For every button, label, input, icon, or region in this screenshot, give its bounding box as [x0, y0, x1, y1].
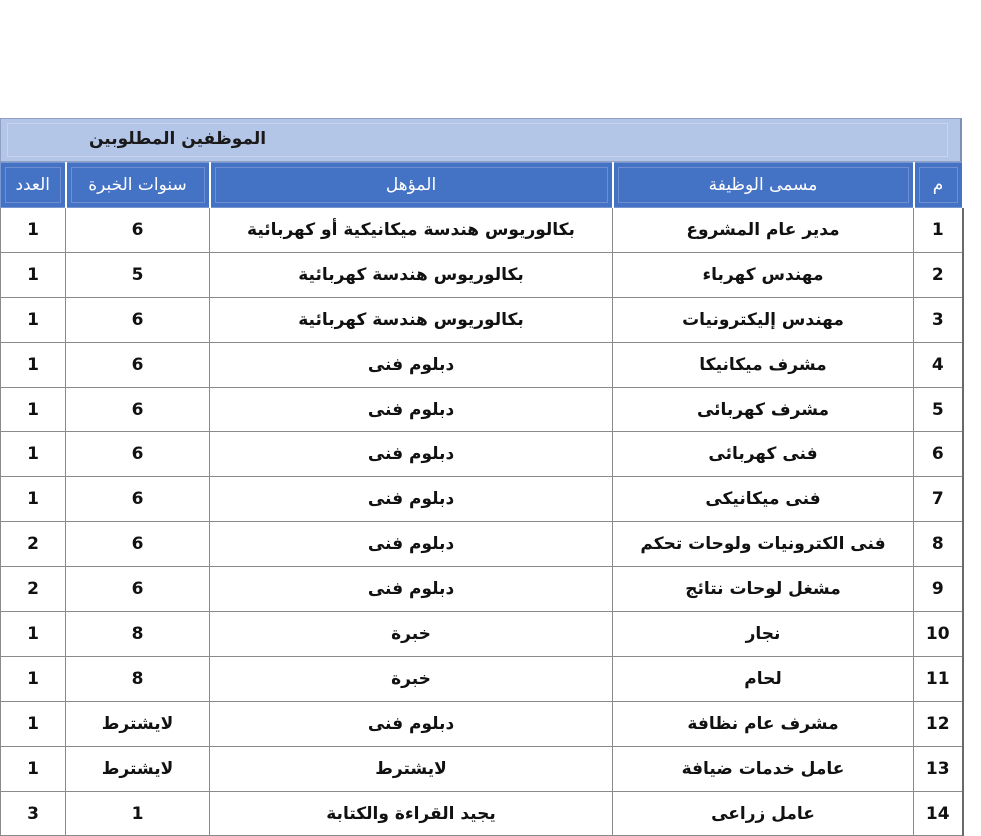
cell-number: 13 [914, 746, 963, 791]
cell-qualification: بكالوريوس هندسة كهربائية [210, 252, 613, 297]
employees-table [0, 162, 964, 836]
cell-job-title: مشرف كهربائى [613, 387, 914, 432]
cell-job-title: عامل زراعى [613, 791, 914, 836]
table-row [1, 791, 963, 836]
cell-count: 1 [1, 701, 66, 746]
cell-job-title: لحام [613, 656, 914, 701]
table-row [1, 656, 963, 701]
cell-qualification: بكالوريوس هندسة كهربائية [210, 297, 613, 342]
cell-count: 1 [1, 342, 66, 387]
table-row [1, 567, 963, 612]
cell-count: 1 [1, 208, 66, 253]
cell-qualification: دبلوم فنى [210, 701, 613, 746]
cell-job-title: مهندس إليكترونيات [613, 297, 914, 342]
table-row [1, 342, 963, 387]
table-title: الموظفين المطلوبين [89, 129, 267, 149]
cell-count: 1 [1, 656, 66, 701]
table-row [1, 746, 963, 791]
cell-years: 6 [66, 432, 210, 477]
cell-job-title: فنى ميكانيكى [613, 477, 914, 522]
cell-years: 6 [66, 297, 210, 342]
cell-qualification: بكالوريوس هندسة ميكانيكية أو كهربائية [210, 208, 613, 253]
cell-qualification: يجيد القراءة والكتابة [210, 791, 613, 836]
cell-qualification: دبلوم فنى [210, 387, 613, 432]
cell-job-title: نجار [613, 612, 914, 657]
cell-years: لايشترط [66, 746, 210, 791]
cell-years: 6 [66, 477, 210, 522]
table-row [1, 522, 963, 567]
cell-qualification: دبلوم فنى [210, 522, 613, 567]
cell-number: 2 [914, 252, 963, 297]
header-count: العدد [1, 163, 66, 208]
cell-count: 1 [1, 387, 66, 432]
cell-years: 5 [66, 252, 210, 297]
employees-sheet [0, 118, 962, 836]
header-years: سنوات الخبرة [66, 163, 210, 208]
cell-qualification: دبلوم فنى [210, 567, 613, 612]
table-title-bar [0, 118, 962, 162]
cell-years: لايشترط [66, 701, 210, 746]
cell-number: 1 [914, 208, 963, 253]
cell-number: 4 [914, 342, 963, 387]
cell-count: 2 [1, 522, 66, 567]
cell-number: 12 [914, 701, 963, 746]
cell-count: 1 [1, 746, 66, 791]
cell-number: 3 [914, 297, 963, 342]
cell-job-title: مشرف ميكانيكا [613, 342, 914, 387]
cell-years: 8 [66, 612, 210, 657]
cell-number: 11 [914, 656, 963, 701]
header-row [1, 163, 963, 208]
cell-job-title: مشرف عام نظافة [613, 701, 914, 746]
cell-count: 3 [1, 791, 66, 836]
header-qualification: المؤهل [210, 163, 613, 208]
cell-job-title: عامل خدمات ضيافة [613, 746, 914, 791]
cell-job-title: فنى كهربائى [613, 432, 914, 477]
cell-number: 7 [914, 477, 963, 522]
cell-years: 8 [66, 656, 210, 701]
table-row [1, 432, 963, 477]
cell-count: 2 [1, 567, 66, 612]
cell-years: 6 [66, 387, 210, 432]
cell-qualification: دبلوم فنى [210, 432, 613, 477]
cell-number: 10 [914, 612, 963, 657]
cell-number: 8 [914, 522, 963, 567]
table-row [1, 701, 963, 746]
cell-number: 5 [914, 387, 963, 432]
table-row [1, 208, 963, 253]
cell-number: 6 [914, 432, 963, 477]
cell-job-title: فنى الكترونيات ولوحات تحكم [613, 522, 914, 567]
cell-years: 6 [66, 567, 210, 612]
cell-years: 6 [66, 208, 210, 253]
cell-years: 1 [66, 791, 210, 836]
cell-qualification: خبرة [210, 656, 613, 701]
cell-qualification: دبلوم فنى [210, 477, 613, 522]
cell-job-title: مهندس كهرباء [613, 252, 914, 297]
cell-count: 1 [1, 297, 66, 342]
cell-qualification: خبرة [210, 612, 613, 657]
cell-count: 1 [1, 477, 66, 522]
cell-count: 1 [1, 612, 66, 657]
table-row [1, 387, 963, 432]
cell-job-title: مدير عام المشروع [613, 208, 914, 253]
cell-years: 6 [66, 342, 210, 387]
table-body [1, 208, 963, 836]
header-number: م [914, 163, 963, 208]
cell-count: 1 [1, 432, 66, 477]
cell-number: 14 [914, 791, 963, 836]
cell-years: 6 [66, 522, 210, 567]
cell-number: 9 [914, 567, 963, 612]
cell-job-title: مشغل لوحات نتائج [613, 567, 914, 612]
table-row [1, 612, 963, 657]
table-row [1, 252, 963, 297]
cell-count: 1 [1, 252, 66, 297]
table-row [1, 297, 963, 342]
cell-qualification: دبلوم فنى [210, 342, 613, 387]
table-row [1, 477, 963, 522]
cell-qualification: لايشترط [210, 746, 613, 791]
header-job-title: مسمى الوظيفة [613, 163, 914, 208]
